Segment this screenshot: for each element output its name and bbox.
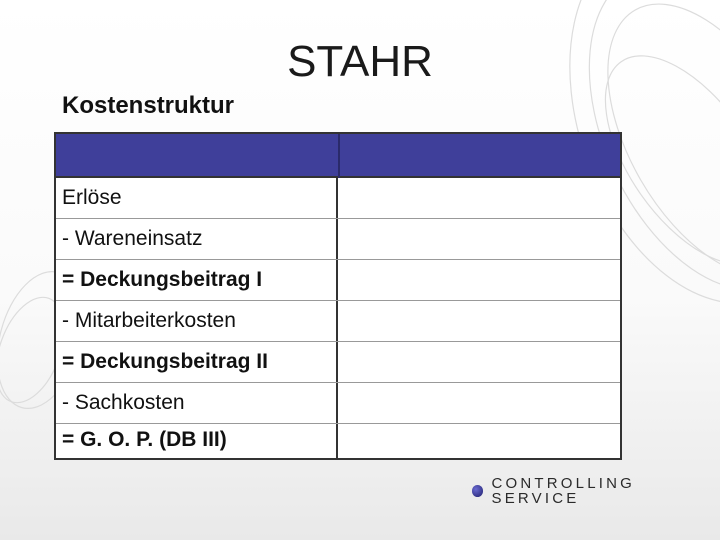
row-value: [340, 260, 620, 300]
row-label-wareneinsatz: - Wareneinsatz: [56, 219, 338, 259]
header-divider: [338, 134, 340, 178]
table-row: [56, 424, 620, 458]
logo-text: CONTROLLING SERVICE: [491, 475, 636, 507]
slide-title: STAHR: [287, 37, 433, 86]
row-value: [340, 383, 620, 423]
row-value: [340, 219, 620, 259]
row-value: [340, 424, 620, 458]
table-row: [56, 301, 620, 342]
row-label-erloese: Erlöse: [56, 178, 338, 218]
slide-subtitle: Kostenstruktur: [62, 92, 235, 119]
row-label-deckungsbeitrag-1: = Deckungsbeitrag I: [56, 260, 338, 300]
row-label-gop: = G. O. P. (DB III): [56, 424, 338, 458]
row-label-mitarbeiterkosten: - Mitarbeiterkosten: [56, 301, 338, 341]
table-row: [56, 383, 620, 424]
table-row: [56, 260, 620, 301]
controlling-service-logo: [472, 475, 720, 507]
cost-structure-table: [54, 132, 622, 460]
row-value: [340, 342, 620, 382]
row-label-deckungsbeitrag-2: = Deckungsbeitrag II: [56, 342, 338, 382]
table-header-bar: [56, 134, 620, 178]
table-row: [56, 219, 620, 260]
row-label-sachkosten: - Sachkosten: [56, 383, 338, 423]
row-value: [340, 178, 620, 218]
dot-icon: [472, 485, 483, 497]
table-row: [56, 178, 620, 219]
table-row: [56, 342, 620, 383]
row-value: [340, 301, 620, 341]
